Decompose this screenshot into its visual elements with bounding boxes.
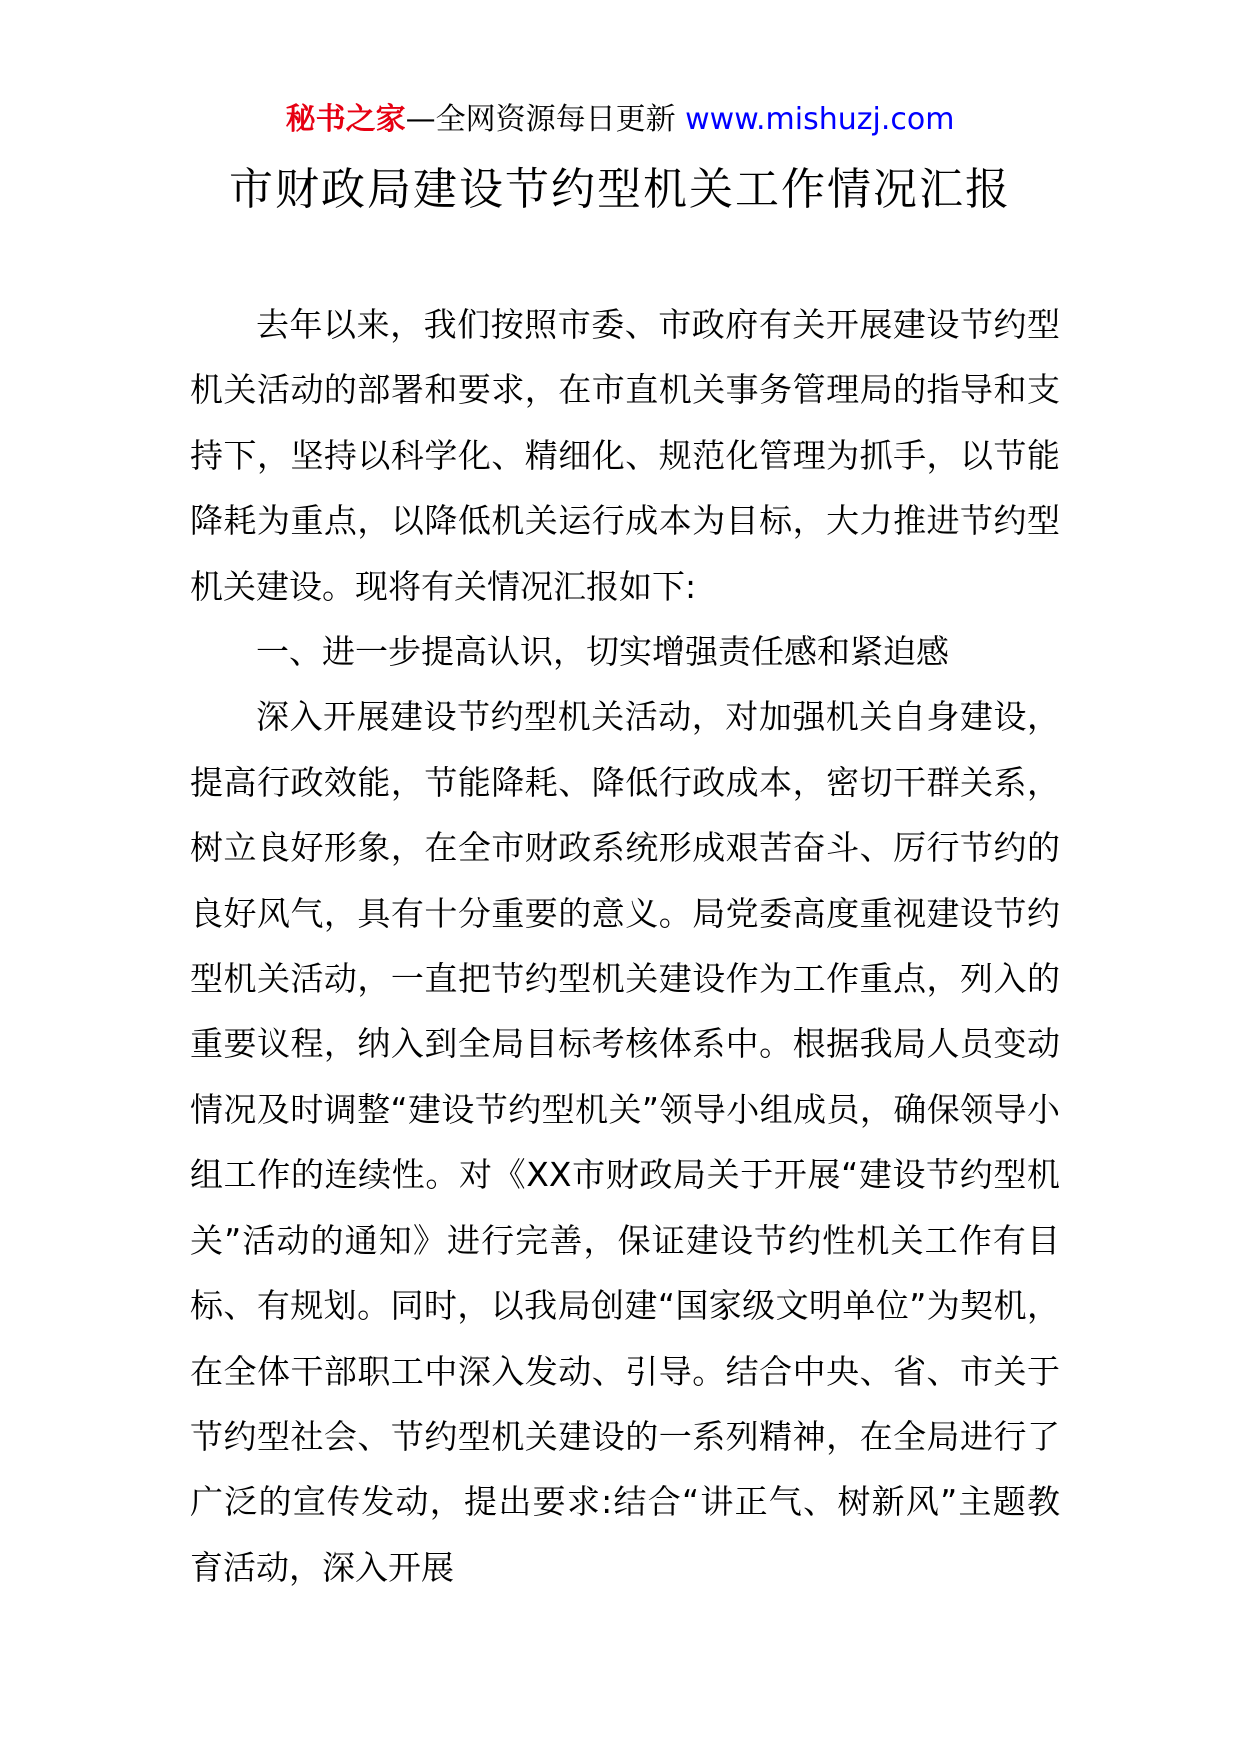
header-tagline: —全网资源每日更新 [405, 102, 676, 137]
intro-paragraph: 去年以来，我们按照市委、市政府有关开展建设节约型机关活动的部署和要求，在市直机关事务管理局的指导和支持下，坚持以科学化、精细化、规范化管理为抓手，以节能降耗为重点，以降低机关运行成本为目标，大力推进节约型机关建设。现将有关情况汇报如下: [190, 305, 1060, 606]
document-body [190, 292, 1060, 1600]
site-url-link[interactable]: www.mishuzj.com [685, 102, 955, 137]
document-title: 市财政局建设节约型机关工作情况汇报 [229, 164, 1011, 215]
brand-name: 秘书之家 [285, 102, 406, 137]
section-1-heading: 一、进一步提高认识，切实增强责任感和紧迫感 [256, 632, 949, 672]
site-header [0, 100, 1240, 140]
section-1-paragraph: 深入开展建设节约型机关活动，对加强机关自身建设，提高行政效能，节能降耗、降低行政成本，密切干群关系，树立良好形象，在全市财政系统形成艰苦奋斗、厉行节约的良好风气，具有十分重要的意义。局党委高度重视建设节约型机关活动，一直把节约型机关建设作为工作重点，列入的重要议程，纳入到全局目标考核体系中。根据我局人员变动情况及时调整“建设节约型机关”领导小组成员，确保领导小组工作的连续性。对《XX市财政局关于开展“建设节约型机关”活动的通知》进行完善，保证建设节约性机关工作有目标、有规划。同时，以我局创建“国家级文明单位”为契机，在全体干部职工中深入发动、引导。结合中央、省、市关于节约型社会、节约型机关建设的一系列精神，在全局进行了广泛的宣传发动，提出要求:结合“讲正气、树新风”主题教育活动，深入开展 [190, 697, 1060, 1587]
